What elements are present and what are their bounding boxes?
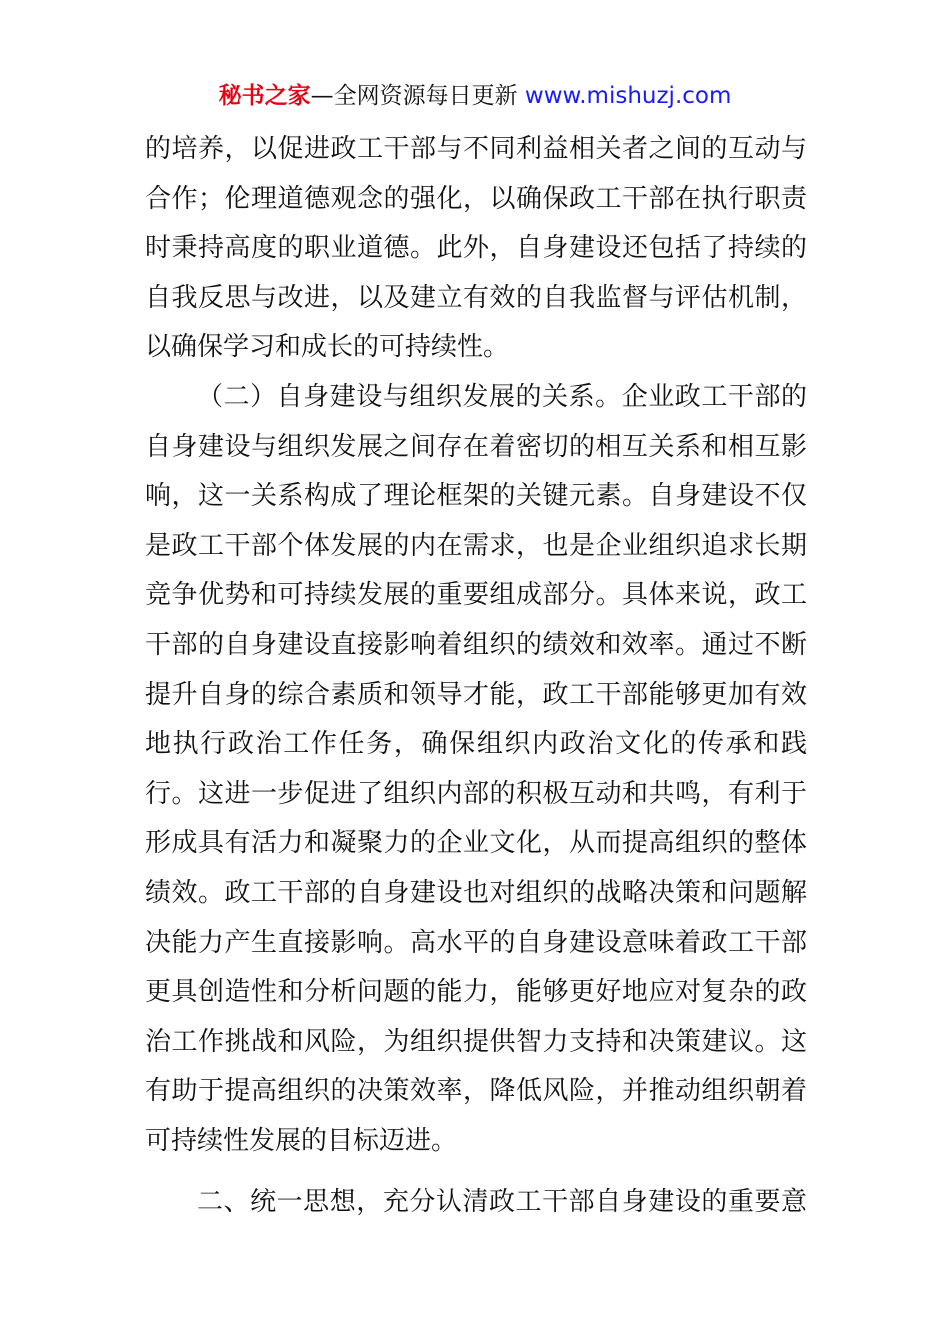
text-line: 有助于提高组织的决策效率，降低风险，并推动组织朝着 (145, 1076, 807, 1107)
text-line: 行。这进一步促进了组织内部的积极互动和共鸣，有利于 (145, 778, 807, 809)
text-line: 响，这一关系构成了理论框架的关键元素。自身建设不仅 (145, 481, 807, 512)
text-line: 自身建设与组织发展之间存在着密切的相互关系和相互影 (145, 431, 807, 462)
text-line: （二）自身建设与组织发展的关系。企业政工干部的 (197, 381, 807, 412)
paragraph-2 (145, 373, 807, 1167)
text-line: 可持续性发展的目标迈进。 (145, 1125, 458, 1156)
text-line: 绩效。政工干部的自身建设也对组织的战略决策和问题解 (145, 877, 807, 908)
text-line: 干部的自身建设直接影响着组织的绩效和效率。通过不断 (145, 629, 807, 660)
paragraph-1 (145, 125, 807, 373)
text-line: 是政工干部个体发展的内在需求，也是企业组织追求长期 (145, 530, 807, 561)
text-line: 以确保学习和成长的可持续性。 (145, 332, 510, 363)
text-line: 地执行政治工作任务，确保组织内政治文化的传承和践 (145, 729, 807, 760)
text-line: 治工作挑战和风险，为组织提供智力支持和决策建议。这 (145, 1026, 807, 1057)
site-url-link[interactable]: www.mishuzj.com (524, 83, 732, 109)
text-line: 时秉持高度的职业道德。此外，自身建设还包括了持续的 (145, 233, 807, 264)
text-line: 合作；伦理道德观念的强化，以确保政工干部在执行职责 (145, 183, 807, 214)
site-slogan: —全网资源每日更新 (310, 83, 525, 109)
text-line: 提升自身的综合素质和领导才能，政工干部能够更加有效 (145, 679, 807, 710)
site-header (0, 78, 950, 114)
section-heading-text: 二、统一思想，充分认清政工干部自身建设的重要意 (197, 1187, 807, 1218)
text-line: 竞争优势和可持续发展的重要组成部分。具体来说，政工 (145, 580, 807, 611)
text-line: 更具创造性和分析问题的能力，能够更好地应对复杂的政 (145, 977, 807, 1008)
text-line: 的培养，以促进政工干部与不同利益相关者之间的互动与 (145, 134, 807, 164)
document-body (145, 125, 807, 1228)
text-line: 自我反思与改进，以及建立有效的自我监督与评估机制， (145, 282, 807, 313)
section-heading (145, 1178, 807, 1228)
text-line: 决能力产生直接影响。高水平的自身建设意味着政工干部 (145, 927, 807, 958)
text-line: 形成具有活力和凝聚力的企业文化，从而提高组织的整体 (145, 828, 807, 859)
site-brand: 秘书之家 (218, 83, 311, 109)
